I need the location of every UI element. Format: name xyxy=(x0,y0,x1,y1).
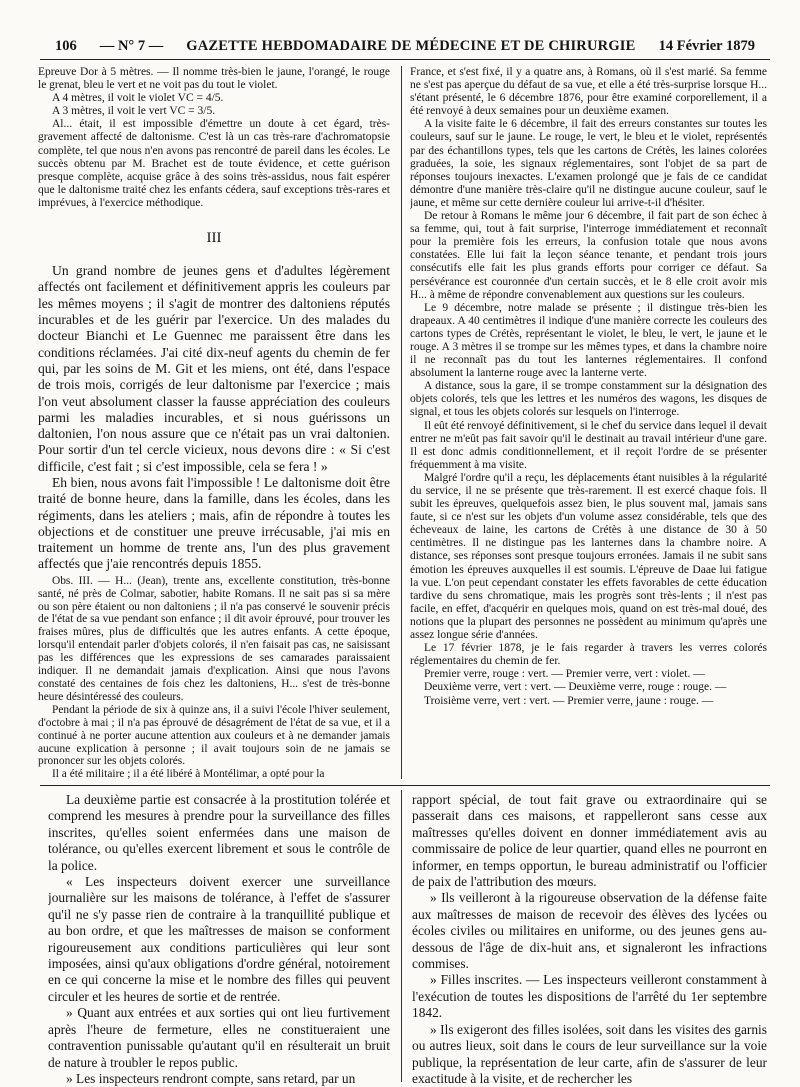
journal-title: GAZETTE HEBDOMADAIRE DE MÉDECINE ET DE CHIRURGIE xyxy=(186,38,636,54)
header-rule xyxy=(40,59,770,60)
body-paragraph: Malgré l'ordre qu'il a reçu, les déplacements étant nuisibles à la régularité du service, il ne se présente que très-rarement. Il est exercé chaque fois. Il subit les épreuves, quelquefois assez bien, le plus souvent mal, jamais sans faute, si ce n'est sur les objets d'un volume assez considérable, tels que des écheveaux de laine, les cartons de Crétès à une distance de 30 à 50 centimètres. Il ne distingue pas les lanternes dans la chambre noire. A distance, ses réponses sont presque toujours erronées. Jamais il ne subit sans émotion les épreuves auxquelles il est soumis. L'épreuve de Daae lui fatigue la vue. L'on peut cependant constater les effets favorables de cette éducation tardive du sens chromatique, mais les progrès sont très-lents ; il n'est pas facile, en effet, d'acquérir en quelques mois, quand on est très-mal doué, des notions que la plupart des personnes ne possèdent au minimum qu'après une assez longue série d'années. xyxy=(410,471,767,642)
body-paragraph: A la visite faite le 6 décembre, il fait des erreurs constantes sur toutes les couleurs, sauf sur le jaune. Le rouge, le vert, le bleu et le violet, représentés par des échantillons types, tels que les cartons de Crétès, les laines colorées graduées, la soie, les signaux réglementaires, sont l'objet de sa part de réponses toujours inexactes. L'examen prolongé que je fais de ce candidat démontre d'une manière très-claire qu'il ne distingue aucune couleur, sauf le jaune, et même sur cette dernière couleur lui arrive-t-il d'hésiter. xyxy=(410,118,767,209)
bottom-left-column xyxy=(48,792,390,1087)
intro-paragraph: A 4 mètres, il voit le violet VC = 4/5. xyxy=(52,92,224,105)
issue-number: — N° 7 — xyxy=(99,38,164,54)
bottom-right-column xyxy=(412,792,767,1087)
body-paragraph: France, et s'est fixé, il y a quatre ans, à Romans, où il s'est marié. Sa femme ne s'est pas aperçue du défaut de sa vue, et elle a été très-surprise lorsque H... s'étant présenté, le 6 décembre 1876, pour être examiné corporellement, il a été renvoyé à deux semaines pour un deuxième examen. xyxy=(410,66,767,118)
body-paragraph: » Ils exigeront des filles isolées, soit dans les visites des garnis ou autres lieux, soit dans le cours de leur surveillance sur la voie publique, la représentation de leur carte, afin de s'assurer de leur exactitude à la visite, et de rechercher les xyxy=(412,1021,767,1086)
observation-paragraph: Pendant la période de six à quinze ans, il a suivi l'école l'hiver seulement, d'octobre à mai ; il n'a pas éprouvé de désagrément de l'état de sa vue, et il a continué à ne porter aucune attention aux couleurs et à ne demander jamais aucune explication à personne ; il avait toujours soin de ne jamais se prononcer sur les objets colorés. xyxy=(38,703,390,768)
column-divider xyxy=(401,790,402,1082)
body-paragraph: La deuxième partie est consacrée à la prostitution tolérée et comprend les mesures à prendre pour la surveillance des filles inscrites, qu'elles soient enfermées dans une maison de tolérance, ou qu'elles exercent librement et sous le contrôle de la police. xyxy=(48,792,390,873)
glass-test-line: Troisième verre, vert : vert. — Premier verre, jaune : rouge. — xyxy=(424,694,714,707)
column-divider xyxy=(401,66,402,779)
body-paragraph: » Quant aux entrées et aux sorties qui ont lieu furtivement après l'heure de fermeture, elles ne constitueraient une contravention punissable qu'autant qu'il en résulterait un bruit de nature à troubler le repos public. xyxy=(48,1005,390,1070)
intro-paragraph: A 3 mètres, il voit le vert VC = 3/5. xyxy=(52,105,216,118)
body-paragraph: » Les inspecteurs rendront compte, sans retard, par un xyxy=(66,1070,356,1086)
glass-test-line: Premier verre, rouge : vert. — Premier verre, vert : violet. — xyxy=(424,668,705,681)
body-paragraph: » Ils veilleront à la rigoureuse observation de la défense faite aux maîtresses de maison de recevoir des élèves des lycées ou écoles civiles ou militaires en uniforme, ou des jeunes gens au-dessous de l'âge de dix-huit ans, et signaleront les infractions commises. xyxy=(412,890,767,972)
section-rule xyxy=(40,785,770,786)
observation-block xyxy=(38,575,390,779)
large-text-block xyxy=(38,263,390,573)
body-paragraph: « Les inspecteurs doivent exercer une surveillance journalière sur les maisons de tolérance, à l'effet de s'assurer qu'il ne s'y passe rien de contraire à la tranquillité publique et au bon ordre, et que les maîtresses de maison se conforment rigoureusement aux conditions particulières qui leur sont imposées, ainsi qu'aux obligations d'ordre général, notoirement en ce qui concerne la mise et le nombre des filles qui peuvent circuler et les heures de sortie et de rentrée. xyxy=(48,874,390,1004)
body-paragraph: A distance, sous la gare, il se trompe constamment sur la désignation des objets colorés, tels que les lettres et les numéros des wagons, les disques de signal, et tous les objets colorés sur lesquels on l'interroge. xyxy=(410,380,767,419)
body-paragraph: Le 17 février 1878, je le fais regarder à travers les verres colorés réglementaires du chemin de fer. xyxy=(410,642,767,668)
intro-paragraph: Al... était, il est impossible d'émettre un doute à cet égard, très-gravement affecté de daltonisme. C'est là un cas très-rare d'achromatopsie complète, tel que nous n'en avons pas rencontré de pareil dans les écoles. Le succès obtenu par M. Brachet est de toute évidence, et cette guérison presque complète, acquise grâce à des soins très-assidus, nous fait espérer que le daltonisme traité chez les enfants cédera, sauf exceptions très-rares et imprévues, à l'exercice méthodique. xyxy=(38,118,390,209)
observation-paragraph: Il a été militaire ; il a été libéré à Montélimar, a opté pour la xyxy=(52,768,325,779)
body-paragraph: Un grand nombre de jeunes gens et d'adultes légèrement affectés ont facilement et définitivement appris les couleurs par les mêmes moyens ; il s'agit de montrer des daltoniens réputés incurables et de les guérir par l'exercice. Un des malades du docteur Bianchi et Le Guennec me paraissent être dans les conditions réclamées. J'ai cité dix-neuf agents du chemin de fer qui, par les soins de M. Git et les miens, ont été, dans l'espace de trois mois, corrigés de leur daltonisme par l'exercice ; mais l'on veut absolument classer la fausse appréciation des couleurs parmi les maladies incurables, et si nous guérissons un daltonien, l'on nous assure que ce n'était pas un vrai daltonien. Pour sortir d'un tel cercle vicieux, nous devons dire : « Si c'est difficile, c'est fait ; si c'est impossible, cela se fera ! » xyxy=(38,263,390,474)
body-paragraph: De retour à Romans le même jour 6 décembre, il fait part de son échec à sa femme, qui, tout à fait surprise, l'interroge immédiatement et reconnaît pour la première fois les erreurs, la confusion totale que nous avons constatées. Elle lui fait la leçon séance tenante, et pendant trois jours consécutifs elle fait les plus grands efforts pour corriger ce défaut. Sa persévérance est couronnée d'un certain succès, et le 8 elle croit avoir mis H... à même de répondre convenablement aux questions sur les couleurs. xyxy=(410,210,767,301)
body-paragraph: rapport spécial, de tout fait grave ou extraordinaire qui se passerait dans ces maisons, et rappelleront sans cesse aux maîtresses qu'elles doivent en donner immédiatement avis au commissaire de police de leur quartier, quand elles ne pourront en informer, en temps opportun, le bureau administratif ou l'officier de paix de l'attribution des mœurs. xyxy=(412,792,767,890)
body-paragraph: Il eût été renvoyé définitivement, si le chef du service dans lequel il devait entrer ne m'eût pas fait savoir qu'il le destinait au travail intérieur d'une gare. Il est donc admis conditionnellement, et il reçoit l'ordre de se présenter fréquemment à ma visite. xyxy=(410,419,767,471)
section-heading: III xyxy=(206,230,222,247)
issue-date: 14 Février 1879 xyxy=(658,38,755,54)
page-number: 106 xyxy=(55,38,77,54)
top-right-column xyxy=(410,66,767,779)
body-paragraph: Eh bien, nous avons fait l'impossible ! Le daltonisme doit être traité de bonne heure, dans la famille, dans les écoles, dans les régiments, dans les ateliers ; mais, afin de répondre à toutes les objections et de constituer une preuve irrécusable, j'ai mis en traitement un homme de trente ans, l'un des plus gravement affectés que j'aie rencontrés depuis 1855. xyxy=(38,474,390,572)
page-header xyxy=(55,38,755,55)
body-paragraph: » Filles inscrites. — Les inspecteurs veilleront constamment à l'exécution de toutes les dispositions de l'arrêté du 1er septembre 1842. xyxy=(412,972,767,1021)
intro-paragraph: Epreuve Dor à 5 mètres. — Il nomme très-bien le jaune, l'orangé, le rouge le grenat, bleu le vert et ne voit pas du tout le violet. xyxy=(38,66,390,92)
top-left-column xyxy=(38,66,390,779)
glass-test-line: Deuxième verre, vert : vert. — Deuxième verre, rouge : rouge. — xyxy=(424,681,727,694)
observation-paragraph: Obs. III. — H... (Jean), trente ans, excellente constitution, très-bonne santé, né près de Colmar, sabotier, habite Romans. Il ne sait pas si sa mère ou son père étaient ou non daltoniens ; il n'a pas conservé le souvenir précis de l'état de sa vue pendant son enfance ; il dit avoir éprouvé, pour trouver les fraises mûres, plus de difficultés que les autres enfants. A cette époque, lorsqu'il entendait parler d'objets colorés, il n'en faisait pas cas, ne saisissant pas les différences que les expressions de ses camarades paraissaient indiquer. Il ne demandait jamais d'explication. Ainsi que nous l'avons constaté des centaines de fois chez les daltoniens, H... s'est de très-bonne heure désintéressé des couleurs. xyxy=(38,574,390,703)
body-paragraph: Le 9 décembre, notre malade se présente ; il distingue très-bien les drapeaux. A 40 centimètres il indique d'une manière correcte les couleurs des cartons types de Crétès, représentant le violet, le bleu, le vert, le jaune et le rouge. A 3 mètres il se trompe sur les mêmes types, et dans la chambre noire il ne reconnaît pas du tout les lanternes réglementaires. Il confond absolument la lanterne rouge avec la lanterne verte. xyxy=(410,301,767,380)
